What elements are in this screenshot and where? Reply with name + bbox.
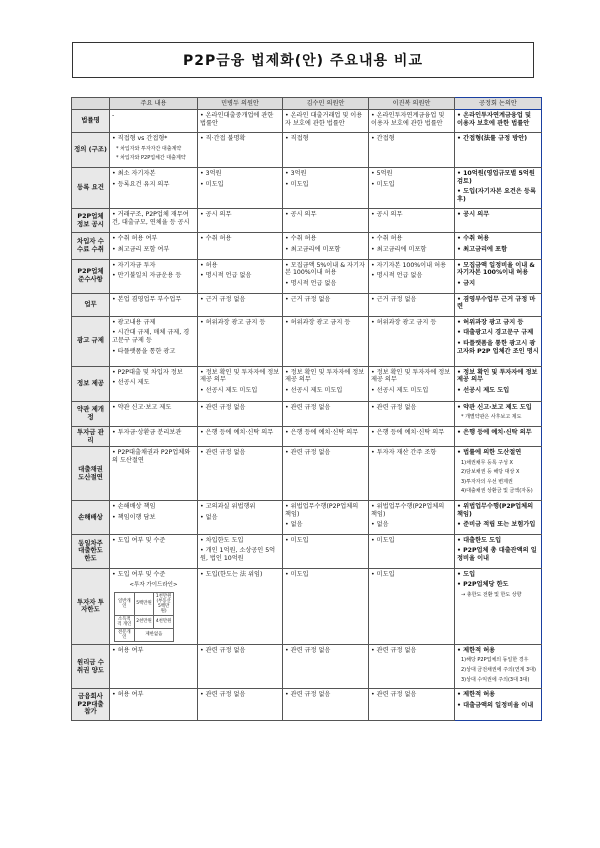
table-cell: [198, 167, 283, 208]
cell-text: • 관련 규정 없음: [285, 403, 331, 411]
proposal-cell: [455, 644, 542, 688]
cell-text: • P2P업체당 한도: [457, 581, 509, 589]
table-cell: [283, 401, 369, 426]
table-cell: [198, 209, 283, 233]
comparison-table: [71, 97, 542, 721]
table-cell: [283, 259, 369, 293]
cell-text: • 거래구조, P2P업체 재무여건, 대출규모, 연체율 등 공시: [112, 211, 190, 226]
proposal-cell: [455, 167, 542, 208]
cell-text: 4)대출채권 상환금 및 금액(자동): [461, 488, 533, 495]
table-cell: [369, 110, 455, 133]
proposal-cell: [455, 293, 542, 316]
cell-text: • 위법업무수행(P2P업체의 책임): [371, 503, 447, 518]
proposal-cell: [455, 447, 542, 501]
proposal-cell: [455, 316, 542, 366]
table-row: [72, 167, 542, 208]
cell-text: • 도입(한도는 法 위임): [200, 570, 263, 578]
cell-text: • 관련 규정 없음: [200, 449, 246, 457]
cell-text: • 선공시 제도 도입: [457, 386, 510, 394]
cell-text: • 3억원: [285, 169, 307, 177]
cell-text: • 허용 여부: [112, 691, 144, 699]
table-row: [72, 401, 542, 426]
cell-text: • 타플랫폼을 통한 광고시 광고자와 P2P 업체간 조인 명시: [457, 339, 539, 355]
table-cell: [369, 233, 455, 259]
table-row: [72, 259, 542, 293]
cell-text: • 공시 의무: [457, 211, 490, 219]
table-cell: [110, 534, 198, 568]
cell-text: * 차입자와 투자자간 대출계약: [116, 145, 182, 152]
proposal-cell: [455, 401, 542, 426]
cell-text: • 준비금 적립 또는 보험가입: [457, 521, 536, 529]
cell-text: • 수취 허용: [457, 235, 490, 243]
table-cell: [369, 209, 455, 233]
cell-text: • 온라인대출중개업에 관한 법률안: [200, 112, 276, 127]
cell-text: • 명시적 언급 없음: [200, 272, 252, 280]
cell-text: • 허용: [200, 261, 218, 269]
cell-text: • 공시 의무: [285, 211, 317, 219]
table-cell: [198, 447, 283, 501]
table-cell: [198, 426, 283, 446]
investment-guide: [112, 582, 195, 642]
row-label: 약관 제개정: [72, 401, 110, 426]
guide-title: <투자 가이드라인>: [129, 582, 178, 589]
table-cell: [110, 366, 198, 401]
guide-cell: 일반개인: [115, 592, 135, 615]
guide-cell: 소득적격 개인: [115, 615, 135, 628]
table-cell: [198, 366, 283, 401]
cell-text: • 은행 등에 예치·신탁 의무: [200, 428, 274, 436]
proposal-cell: [455, 426, 542, 446]
cell-text: • 도입 여부 및 수준: [112, 570, 166, 578]
cell-text: • 위법업무수행(P2P업체의 책임): [457, 503, 536, 518]
cell-text: • 허위과장 광고 금지 등: [285, 318, 351, 326]
table-cell: [369, 534, 455, 568]
row-label: 대출채권 도산절연: [72, 447, 110, 501]
table-cell: [110, 259, 198, 293]
table-cell: [369, 366, 455, 401]
header-cell: 김수민 의원안: [283, 98, 369, 110]
cell-text: • 간접형(法률 규정 방안): [457, 135, 528, 143]
cell-text: • 선공시 제도 미도입: [371, 386, 429, 394]
guide-cell: 2천만원: [134, 615, 154, 628]
proposal-cell: [455, 133, 542, 168]
cell-text: • 은행 등에 예치·신탁 의무: [285, 428, 359, 436]
guide-cell: 1천만원 (부동산 5백만원): [154, 592, 174, 615]
proposal-cell: [455, 233, 542, 259]
cell-text: • 관련 규정 없음: [285, 691, 331, 699]
cell-text: * 차입자와 P2P업체간 대출계약: [116, 155, 186, 162]
row-label: 등록 요건: [72, 167, 110, 208]
cell-text: • 선공시 제도 미도입: [285, 386, 343, 394]
cell-text: • 명시적 언급 없음: [285, 279, 337, 287]
cell-text: • 허위과장 광고 금지 등: [371, 318, 437, 326]
table-cell: [283, 316, 369, 366]
cell-text: • 관련 규정 없음: [200, 646, 246, 654]
table-cell: [369, 426, 455, 446]
proposal-cell: [455, 689, 542, 721]
table-row: [72, 366, 542, 401]
cell-text: • 도입 여부 및 수준: [112, 536, 166, 544]
table-cell: [369, 167, 455, 208]
cell-text: • 은행 등에 예치·신탁 의무: [457, 428, 532, 436]
cell-text: • P2P대출채권과 P2P업체와의 도산절연: [112, 449, 191, 464]
proposal-cell: [455, 259, 542, 293]
table-cell: [369, 259, 455, 293]
table-cell: [110, 426, 198, 446]
cell-text: • 개인 1억원, 소상공인 5억원, 법인 10억원: [200, 547, 276, 563]
header-cell: 이진복 의원안: [369, 98, 455, 110]
table-cell: [283, 447, 369, 501]
table-cell: [110, 401, 198, 426]
cell-text: • 정보 확인 및 투자자에 정보 제공 의무: [457, 368, 540, 384]
table-row: [72, 133, 542, 168]
cell-text: • 최고금리에 미포함: [285, 245, 341, 253]
row-label: 차입자 수수료 수취: [72, 233, 110, 259]
cell-text: • 수취 허용: [371, 235, 403, 243]
cell-text: • P2P업체 총 대출잔액의 일정비율 이내: [457, 547, 537, 563]
guide-table: [114, 592, 174, 642]
table-row: [72, 447, 542, 501]
header-row: [72, 98, 542, 110]
cell-text: 2)담보채권 등 해당 대상 X: [461, 469, 520, 476]
cell-text: • 근거 규정 없음: [371, 295, 417, 303]
table-cell: [198, 233, 283, 259]
cell-text: • 제한적 허용: [457, 691, 496, 699]
cell-text: → 총한도 전환 및 한도 상향: [461, 591, 522, 598]
cell-text: • 자기자금 투자: [112, 261, 156, 269]
cell-text: • 없음: [200, 513, 218, 521]
table-row: [72, 426, 542, 446]
cell-text: • 선공시 제도 미도입: [200, 386, 258, 394]
row-label: 광고 규제: [72, 316, 110, 366]
cell-text: • 최소 자기자본: [112, 169, 156, 177]
table-cell: [198, 133, 283, 168]
table-cell: [283, 426, 369, 446]
cell-text: 2)상대 금전채권에 주의(연계 3대): [461, 667, 536, 673]
proposal-cell: [455, 366, 542, 401]
proposal-cell: [455, 501, 542, 535]
cell-text: • 선공시 제도: [112, 379, 150, 387]
cell-text: • 허위과장 광고 금지 등: [200, 318, 266, 326]
cell-text: • 법률에 의한 도산절연: [457, 449, 522, 457]
cell-text: • 최고금리에 포함: [457, 245, 508, 253]
table-cell: [283, 644, 369, 688]
cell-text: 1)채권채무 등록 구성 X: [461, 459, 513, 466]
table-cell: [198, 689, 283, 721]
table-cell: [283, 133, 369, 168]
table-cell: [369, 644, 455, 688]
cell-text: • 직·간접 불명확: [200, 135, 246, 143]
row-label: 투자자 투자한도: [72, 568, 110, 644]
row-label: 동일차주 대출한도 한도: [72, 534, 110, 568]
cell-text: • 투자자 재산 간주 조항: [371, 449, 437, 457]
cell-text: • 모집금액 일정비율 이내 & 자기자본 100%이내 허용: [457, 261, 537, 277]
table-cell: [283, 501, 369, 535]
cell-text: • 관련 규정 없음: [285, 646, 331, 654]
cell-text: • 수취 허용 여부: [112, 235, 158, 243]
cell-text: • 없음: [285, 521, 303, 529]
row-label: 금융회사 P2P대출 참가: [72, 689, 110, 721]
guide-cell: 4천만원: [154, 615, 174, 628]
cell-text: 3)투자자의 우선 변제권: [461, 478, 513, 485]
cell-text: • 수취 허용: [200, 235, 232, 243]
table-cell: [198, 259, 283, 293]
table-cell: [110, 644, 198, 688]
cell-text: • 허용 여부: [112, 646, 144, 654]
table-cell: [198, 110, 283, 133]
cell-text: • 5억원: [371, 169, 393, 177]
table-cell: [110, 447, 198, 501]
cell-text: • 자기자본 100%이내 허용: [371, 261, 447, 269]
cell-text: 1)해당 P2P업체의 동일한 경우: [461, 657, 529, 664]
proposal-cell: [455, 568, 542, 644]
cell-text: • 대출금액의 일정비율 이내: [457, 701, 534, 709]
row-label: 정의 (구조): [72, 133, 110, 168]
table-row: [72, 233, 542, 259]
cell-text: • 금지: [457, 279, 476, 287]
cell-text: • 미도입: [285, 570, 309, 578]
cell-text: • 도입: [457, 570, 476, 578]
cell-text: • 공시 의무: [371, 211, 403, 219]
row-label: 원리금 수취권 양도: [72, 644, 110, 688]
table-row: [72, 534, 542, 568]
cell-text: • 광고내용 규제: [112, 318, 156, 326]
cell-text: • 관련 규정 없음: [371, 691, 417, 699]
cell-text: • 공시 의무: [200, 211, 232, 219]
cell-text: • 정보 확인 및 투자자에 정보 제공 의무: [285, 368, 367, 384]
cell-text: • 허위과장 광고 금지 등: [457, 318, 524, 326]
cell-text: • 등록요건 유지 의무: [112, 180, 170, 188]
table-cell: [198, 401, 283, 426]
table-cell: [110, 133, 198, 168]
cell-text: • 관련 규정 없음: [371, 646, 417, 654]
table-cell: [283, 293, 369, 316]
cell-text: • 투자금·상환금 분리보관: [112, 428, 182, 436]
cell-text: • 관련 규정 없음: [200, 403, 246, 411]
cell-text: • 도입(자기자본 요건은 등록 후): [457, 188, 539, 203]
table-cell: [283, 209, 369, 233]
cell-text: • 최고금리에 미포함: [371, 245, 427, 253]
cell-text: 3)상대 수익권에 주의(3대 3대): [461, 676, 530, 683]
guide-cell: 5백만원: [134, 592, 154, 615]
cell-text: • 은행 등에 예치·신탁 의무: [371, 428, 445, 436]
table-row: [72, 209, 542, 233]
guide-cell: 전문개인: [115, 628, 135, 641]
cell-text: • 수취 허용: [285, 235, 317, 243]
cell-text: • 간접형: [371, 135, 395, 143]
row-label: 정보 제공: [72, 366, 110, 401]
proposal-cell: [455, 534, 542, 568]
table-row: [72, 316, 542, 366]
table-cell: [110, 293, 198, 316]
cell-text: • 직접형 vs 간접형*: [112, 135, 168, 143]
row-label: 법률명: [72, 110, 110, 133]
cell-text: -: [112, 112, 115, 119]
row-label: 손해배상: [72, 501, 110, 535]
table-cell: [110, 233, 198, 259]
cell-text: • 모집금액 5%이내 & 자기자본 100%이내 허용: [285, 261, 365, 277]
title-box: [72, 42, 534, 78]
cell-text: • 관련 규정 없음: [200, 691, 246, 699]
cell-text: • 정보 확인 및 투자자에 정보 제공 의무: [200, 368, 282, 384]
table-cell: [198, 501, 283, 535]
table-row: [72, 293, 542, 316]
row-label: P2P업체 정보 공시: [72, 209, 110, 233]
cell-text: • 고의과실 위법행위: [200, 503, 256, 511]
table-cell: [198, 568, 283, 644]
row-label: 투자금 관리: [72, 426, 110, 446]
cell-text: • 관련 규정 없음: [371, 403, 417, 411]
cell-text: • 차입한도 도입: [200, 536, 244, 544]
table-row: [72, 644, 542, 688]
table-cell: [110, 316, 198, 366]
header-cell: [72, 98, 110, 110]
table-cell: [198, 534, 283, 568]
row-label: P2P업체 준수사항: [72, 259, 110, 293]
cell-text: • 본업 겸영업무 부수업무: [112, 295, 182, 303]
cell-text: • 약관 신고·보고 제도 도입: [457, 403, 532, 411]
table-cell: [283, 110, 369, 133]
table-row: [72, 689, 542, 721]
table-cell: [369, 501, 455, 535]
cell-text: • 겸영부수업무 근거 규정 마련: [457, 295, 536, 311]
table-row: [72, 110, 542, 133]
cell-text: • 미도입: [371, 536, 395, 544]
table-cell: [369, 447, 455, 501]
cell-text: • 손해배상 책임: [112, 503, 156, 511]
row-label: 업무: [72, 293, 110, 316]
cell-text: • 3억원: [200, 169, 222, 177]
table-row: [72, 568, 542, 644]
table-cell: [110, 501, 198, 535]
cell-text: • 온라인투자연계금융업 및 이용자 보호에 관한 법률안: [457, 112, 534, 127]
guide-cell: 제한없음: [134, 628, 173, 641]
table-cell: [369, 689, 455, 721]
table-cell: [369, 133, 455, 168]
cell-text: • 약관 신고·보고 제도: [112, 403, 172, 411]
table-cell: [110, 167, 198, 208]
cell-text: • 타플랫폼을 통한 광고: [112, 347, 176, 355]
cell-text: • 미도입: [371, 570, 395, 578]
header-cell: 민병두 의원안: [198, 98, 283, 110]
cell-text: * 개별약관은 사후보고 제도: [461, 414, 522, 421]
cell-text: • 온라인투자연계금융업 및 이용자 보호에 관한 법률안: [371, 112, 447, 127]
proposal-cell: [455, 209, 542, 233]
table-cell: [283, 233, 369, 259]
proposal-cell: [455, 110, 542, 133]
cell-text: • 미도입: [285, 536, 309, 544]
table-cell: [198, 293, 283, 316]
cell-text: • 시간대 규제, 매체 규제, 경고문구 규제 등: [112, 329, 190, 344]
cell-text: • P2P대출 및 차입자 정보: [112, 368, 183, 376]
table-cell: [110, 209, 198, 233]
table-cell: [283, 534, 369, 568]
table-cell: [283, 689, 369, 721]
cell-text: • 만기불일치 자금운용 등: [112, 272, 182, 280]
cell-text: • 없음: [371, 521, 389, 529]
cell-text: • 온라인 대출거래업 및 이용자 보호에 관한 법률안: [285, 112, 363, 127]
cell-text: • 10억원(영업규모별 5억원 검토): [457, 169, 537, 185]
table-cell: [110, 689, 198, 721]
table-cell: [369, 316, 455, 366]
cell-text: • 최고금리 포함 여부: [112, 245, 170, 253]
table-cell: [110, 568, 198, 644]
header-cell-proposal: 공정회 논의안: [455, 98, 542, 110]
table-cell: [369, 568, 455, 644]
page-title: P2P금융 법제화(안) 주요내용 비교: [183, 53, 423, 69]
cell-text: • 미도입: [371, 180, 395, 188]
table-cell: [198, 644, 283, 688]
table-cell: [198, 316, 283, 366]
table-cell: [283, 568, 369, 644]
table-cell: [283, 366, 369, 401]
table-row: [72, 501, 542, 535]
cell-text: • 정보 확인 및 투자자에 정보 제공 의무: [371, 368, 453, 384]
cell-text: • 대출한도 도입: [457, 536, 502, 544]
cell-text: • 미도입: [285, 180, 309, 188]
cell-text: • 미도입: [200, 180, 224, 188]
table-cell: [110, 110, 198, 133]
cell-text: • 직접형: [285, 135, 309, 143]
cell-text: • 대출광고시 경고문구 규제: [457, 329, 534, 337]
cell-text: • 근거 규정 없음: [200, 295, 246, 303]
cell-text: • 근거 규정 없음: [285, 295, 331, 303]
cell-text: • 명시적 언급 없음: [371, 272, 423, 280]
cell-text: • 관련 규정 없음: [285, 449, 331, 457]
table-cell: [369, 401, 455, 426]
cell-text: • 위법업무수행(P2P업체의 책임): [285, 503, 361, 518]
cell-text: • 제한적 허용: [457, 646, 496, 654]
header-cell: 주요 내용: [110, 98, 198, 110]
table-cell: [369, 293, 455, 316]
table-cell: [283, 167, 369, 208]
cell-text: • 책임이행 담보: [112, 513, 156, 521]
